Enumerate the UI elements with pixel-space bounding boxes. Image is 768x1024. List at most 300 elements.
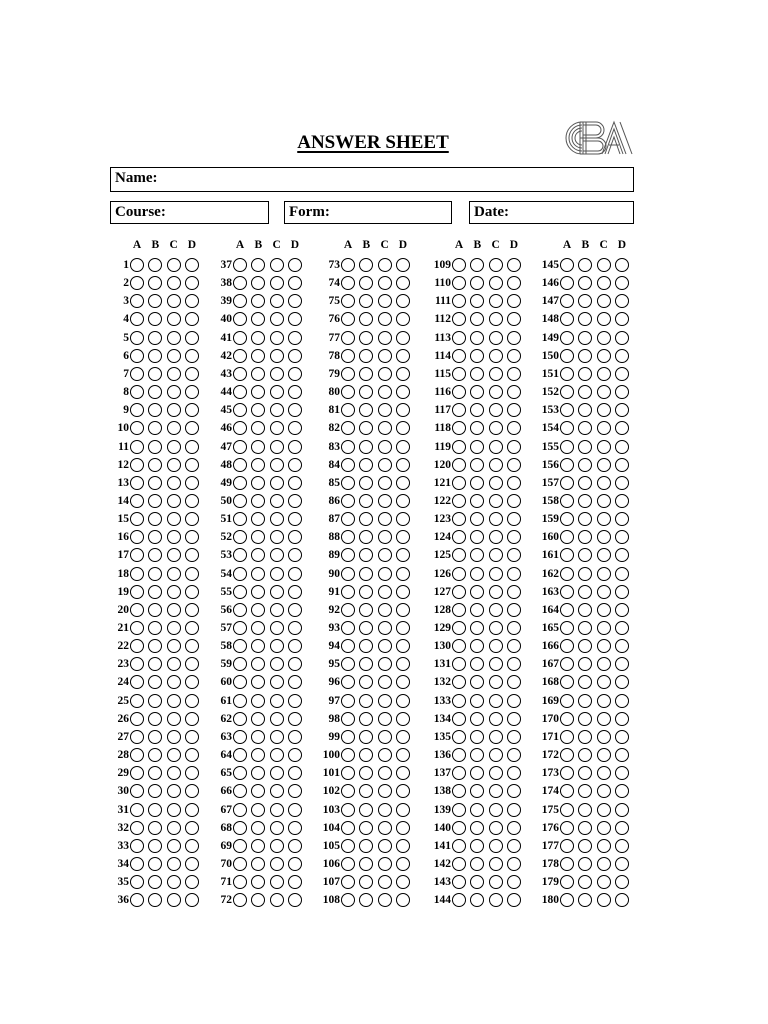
answer-bubble-a[interactable] (560, 821, 574, 835)
answer-bubble-a[interactable] (233, 331, 247, 345)
answer-bubble-c[interactable] (378, 421, 392, 435)
answer-bubble-a[interactable] (560, 512, 574, 526)
answer-bubble-b[interactable] (359, 385, 373, 399)
answer-bubble-b[interactable] (578, 349, 592, 363)
answer-bubble-c[interactable] (597, 621, 611, 635)
answer-bubble-b[interactable] (251, 512, 265, 526)
answer-bubble-b[interactable] (251, 258, 265, 272)
answer-bubble-c[interactable] (597, 730, 611, 744)
answer-bubble-c[interactable] (597, 784, 611, 798)
answer-bubble-b[interactable] (251, 403, 265, 417)
answer-bubble-b[interactable] (359, 440, 373, 454)
answer-bubble-c[interactable] (597, 639, 611, 653)
answer-bubble-c[interactable] (270, 276, 284, 290)
answer-bubble-b[interactable] (251, 331, 265, 345)
answer-bubble-d[interactable] (507, 857, 521, 871)
answer-bubble-b[interactable] (470, 875, 484, 889)
answer-bubble-d[interactable] (396, 367, 410, 381)
answer-bubble-b[interactable] (251, 421, 265, 435)
answer-bubble-d[interactable] (185, 385, 199, 399)
answer-bubble-d[interactable] (288, 258, 302, 272)
answer-bubble-d[interactable] (185, 603, 199, 617)
answer-bubble-a[interactable] (341, 530, 355, 544)
answer-bubble-c[interactable] (167, 766, 181, 780)
answer-bubble-b[interactable] (578, 748, 592, 762)
answer-bubble-c[interactable] (167, 621, 181, 635)
answer-bubble-b[interactable] (359, 294, 373, 308)
answer-bubble-a[interactable] (233, 712, 247, 726)
answer-bubble-d[interactable] (507, 603, 521, 617)
answer-bubble-d[interactable] (396, 784, 410, 798)
answer-bubble-b[interactable] (148, 349, 162, 363)
answer-bubble-a[interactable] (130, 875, 144, 889)
answer-bubble-a[interactable] (130, 621, 144, 635)
answer-bubble-c[interactable] (270, 748, 284, 762)
answer-bubble-b[interactable] (578, 367, 592, 381)
answer-bubble-b[interactable] (470, 748, 484, 762)
answer-bubble-a[interactable] (560, 367, 574, 381)
answer-bubble-d[interactable] (288, 657, 302, 671)
answer-bubble-c[interactable] (378, 548, 392, 562)
answer-bubble-c[interactable] (597, 893, 611, 907)
answer-bubble-b[interactable] (148, 621, 162, 635)
answer-bubble-c[interactable] (597, 803, 611, 817)
answer-bubble-a[interactable] (560, 312, 574, 326)
answer-bubble-a[interactable] (130, 748, 144, 762)
answer-bubble-a[interactable] (130, 730, 144, 744)
course-field[interactable] (110, 201, 269, 224)
answer-bubble-d[interactable] (507, 694, 521, 708)
answer-bubble-d[interactable] (615, 312, 629, 326)
answer-bubble-b[interactable] (148, 875, 162, 889)
answer-bubble-a[interactable] (452, 621, 466, 635)
answer-bubble-b[interactable] (359, 730, 373, 744)
answer-bubble-b[interactable] (359, 748, 373, 762)
answer-bubble-a[interactable] (452, 494, 466, 508)
answer-bubble-a[interactable] (341, 766, 355, 780)
answer-bubble-d[interactable] (615, 875, 629, 889)
answer-bubble-b[interactable] (251, 875, 265, 889)
answer-bubble-b[interactable] (251, 694, 265, 708)
answer-bubble-d[interactable] (396, 312, 410, 326)
answer-bubble-b[interactable] (148, 440, 162, 454)
answer-bubble-b[interactable] (251, 458, 265, 472)
answer-bubble-b[interactable] (578, 494, 592, 508)
answer-bubble-b[interactable] (578, 657, 592, 671)
answer-bubble-c[interactable] (378, 657, 392, 671)
answer-bubble-d[interactable] (615, 458, 629, 472)
answer-bubble-c[interactable] (378, 476, 392, 490)
answer-bubble-b[interactable] (578, 476, 592, 490)
answer-bubble-a[interactable] (560, 857, 574, 871)
answer-bubble-a[interactable] (341, 639, 355, 653)
answer-bubble-a[interactable] (452, 839, 466, 853)
name-field[interactable] (110, 167, 634, 192)
answer-bubble-d[interactable] (288, 712, 302, 726)
answer-bubble-c[interactable] (597, 530, 611, 544)
answer-bubble-c[interactable] (597, 694, 611, 708)
answer-bubble-d[interactable] (185, 512, 199, 526)
answer-bubble-d[interactable] (288, 694, 302, 708)
answer-bubble-d[interactable] (507, 530, 521, 544)
answer-bubble-b[interactable] (470, 512, 484, 526)
answer-bubble-c[interactable] (597, 567, 611, 581)
answer-bubble-a[interactable] (452, 748, 466, 762)
answer-bubble-b[interactable] (251, 712, 265, 726)
answer-bubble-d[interactable] (396, 530, 410, 544)
answer-bubble-c[interactable] (489, 730, 503, 744)
answer-bubble-a[interactable] (130, 458, 144, 472)
answer-bubble-c[interactable] (489, 766, 503, 780)
answer-bubble-b[interactable] (148, 458, 162, 472)
answer-bubble-c[interactable] (489, 349, 503, 363)
answer-bubble-a[interactable] (130, 530, 144, 544)
answer-bubble-b[interactable] (359, 639, 373, 653)
answer-bubble-c[interactable] (597, 512, 611, 526)
answer-bubble-d[interactable] (615, 857, 629, 871)
answer-bubble-a[interactable] (233, 458, 247, 472)
answer-bubble-d[interactable] (396, 512, 410, 526)
answer-bubble-a[interactable] (341, 603, 355, 617)
answer-bubble-b[interactable] (359, 512, 373, 526)
answer-bubble-a[interactable] (233, 548, 247, 562)
answer-bubble-a[interactable] (452, 385, 466, 399)
answer-bubble-d[interactable] (615, 730, 629, 744)
answer-bubble-a[interactable] (452, 639, 466, 653)
answer-bubble-d[interactable] (288, 766, 302, 780)
answer-bubble-b[interactable] (578, 730, 592, 744)
answer-bubble-a[interactable] (452, 530, 466, 544)
answer-bubble-c[interactable] (378, 784, 392, 798)
answer-bubble-a[interactable] (130, 548, 144, 562)
answer-bubble-d[interactable] (288, 331, 302, 345)
answer-bubble-a[interactable] (341, 821, 355, 835)
answer-bubble-d[interactable] (185, 349, 199, 363)
answer-bubble-d[interactable] (396, 893, 410, 907)
answer-bubble-c[interactable] (167, 730, 181, 744)
answer-bubble-b[interactable] (359, 657, 373, 671)
answer-bubble-a[interactable] (452, 603, 466, 617)
answer-bubble-b[interactable] (251, 839, 265, 853)
answer-bubble-b[interactable] (251, 603, 265, 617)
answer-bubble-d[interactable] (615, 657, 629, 671)
answer-bubble-d[interactable] (288, 784, 302, 798)
answer-bubble-b[interactable] (251, 621, 265, 635)
answer-bubble-c[interactable] (489, 821, 503, 835)
answer-bubble-c[interactable] (167, 857, 181, 871)
answer-bubble-d[interactable] (507, 784, 521, 798)
answer-bubble-b[interactable] (578, 875, 592, 889)
answer-bubble-a[interactable] (560, 276, 574, 290)
answer-bubble-b[interactable] (359, 567, 373, 581)
answer-bubble-d[interactable] (396, 803, 410, 817)
answer-bubble-c[interactable] (270, 331, 284, 345)
answer-bubble-c[interactable] (270, 294, 284, 308)
answer-bubble-c[interactable] (270, 730, 284, 744)
answer-bubble-a[interactable] (452, 567, 466, 581)
answer-bubble-b[interactable] (148, 857, 162, 871)
answer-bubble-b[interactable] (148, 766, 162, 780)
answer-bubble-b[interactable] (470, 367, 484, 381)
answer-bubble-c[interactable] (270, 476, 284, 490)
answer-bubble-b[interactable] (148, 530, 162, 544)
answer-bubble-d[interactable] (185, 730, 199, 744)
answer-bubble-d[interactable] (185, 893, 199, 907)
answer-bubble-b[interactable] (578, 403, 592, 417)
answer-bubble-c[interactable] (489, 657, 503, 671)
answer-bubble-d[interactable] (507, 440, 521, 454)
answer-bubble-b[interactable] (578, 530, 592, 544)
answer-bubble-a[interactable] (341, 331, 355, 345)
answer-bubble-b[interactable] (148, 512, 162, 526)
answer-bubble-c[interactable] (270, 548, 284, 562)
answer-bubble-d[interactable] (185, 567, 199, 581)
answer-bubble-b[interactable] (578, 893, 592, 907)
answer-bubble-a[interactable] (233, 694, 247, 708)
answer-bubble-c[interactable] (270, 694, 284, 708)
answer-bubble-d[interactable] (507, 512, 521, 526)
answer-bubble-a[interactable] (560, 331, 574, 345)
answer-bubble-a[interactable] (341, 312, 355, 326)
answer-bubble-c[interactable] (167, 675, 181, 689)
answer-bubble-b[interactable] (359, 675, 373, 689)
answer-bubble-d[interactable] (185, 494, 199, 508)
answer-bubble-a[interactable] (341, 657, 355, 671)
answer-bubble-d[interactable] (185, 548, 199, 562)
answer-bubble-a[interactable] (233, 530, 247, 544)
answer-bubble-d[interactable] (507, 476, 521, 490)
answer-bubble-a[interactable] (341, 803, 355, 817)
answer-bubble-d[interactable] (396, 548, 410, 562)
answer-bubble-b[interactable] (578, 440, 592, 454)
answer-bubble-c[interactable] (597, 712, 611, 726)
answer-bubble-b[interactable] (578, 712, 592, 726)
answer-bubble-c[interactable] (167, 331, 181, 345)
answer-bubble-a[interactable] (130, 331, 144, 345)
answer-bubble-b[interactable] (148, 748, 162, 762)
answer-bubble-c[interactable] (378, 766, 392, 780)
answer-bubble-b[interactable] (470, 784, 484, 798)
answer-bubble-c[interactable] (597, 675, 611, 689)
answer-bubble-c[interactable] (378, 803, 392, 817)
answer-bubble-d[interactable] (615, 258, 629, 272)
answer-bubble-a[interactable] (341, 875, 355, 889)
answer-bubble-b[interactable] (470, 421, 484, 435)
answer-bubble-c[interactable] (167, 276, 181, 290)
answer-bubble-d[interactable] (507, 657, 521, 671)
answer-bubble-d[interactable] (396, 349, 410, 363)
answer-bubble-a[interactable] (130, 276, 144, 290)
answer-bubble-a[interactable] (341, 512, 355, 526)
answer-bubble-a[interactable] (341, 675, 355, 689)
answer-bubble-b[interactable] (359, 476, 373, 490)
answer-bubble-a[interactable] (341, 548, 355, 562)
answer-bubble-a[interactable] (130, 603, 144, 617)
answer-bubble-d[interactable] (615, 839, 629, 853)
answer-bubble-d[interactable] (615, 803, 629, 817)
answer-bubble-b[interactable] (578, 548, 592, 562)
answer-bubble-a[interactable] (452, 694, 466, 708)
answer-bubble-c[interactable] (270, 875, 284, 889)
answer-bubble-b[interactable] (148, 784, 162, 798)
answer-bubble-d[interactable] (507, 421, 521, 435)
answer-bubble-d[interactable] (185, 694, 199, 708)
answer-bubble-c[interactable] (270, 349, 284, 363)
answer-bubble-c[interactable] (378, 585, 392, 599)
answer-bubble-d[interactable] (185, 839, 199, 853)
answer-bubble-c[interactable] (597, 839, 611, 853)
answer-bubble-c[interactable] (489, 621, 503, 635)
answer-bubble-a[interactable] (130, 294, 144, 308)
answer-bubble-c[interactable] (167, 385, 181, 399)
answer-bubble-d[interactable] (507, 875, 521, 889)
answer-bubble-b[interactable] (359, 803, 373, 817)
answer-bubble-b[interactable] (251, 440, 265, 454)
answer-bubble-a[interactable] (130, 494, 144, 508)
answer-bubble-b[interactable] (251, 476, 265, 490)
answer-bubble-c[interactable] (597, 385, 611, 399)
answer-bubble-b[interactable] (148, 494, 162, 508)
answer-bubble-d[interactable] (396, 440, 410, 454)
answer-bubble-b[interactable] (359, 548, 373, 562)
answer-bubble-a[interactable] (560, 766, 574, 780)
answer-bubble-d[interactable] (288, 440, 302, 454)
answer-bubble-c[interactable] (270, 857, 284, 871)
answer-bubble-c[interactable] (270, 403, 284, 417)
answer-bubble-b[interactable] (578, 312, 592, 326)
answer-bubble-c[interactable] (489, 276, 503, 290)
answer-bubble-a[interactable] (130, 766, 144, 780)
answer-bubble-b[interactable] (578, 803, 592, 817)
answer-bubble-c[interactable] (597, 857, 611, 871)
answer-bubble-b[interactable] (578, 294, 592, 308)
answer-bubble-c[interactable] (270, 494, 284, 508)
answer-bubble-d[interactable] (396, 294, 410, 308)
answer-bubble-b[interactable] (251, 349, 265, 363)
answer-bubble-a[interactable] (130, 694, 144, 708)
answer-bubble-d[interactable] (615, 494, 629, 508)
answer-bubble-d[interactable] (507, 893, 521, 907)
answer-bubble-b[interactable] (359, 367, 373, 381)
answer-bubble-c[interactable] (489, 712, 503, 726)
answer-bubble-c[interactable] (489, 839, 503, 853)
answer-bubble-d[interactable] (615, 748, 629, 762)
answer-bubble-c[interactable] (597, 258, 611, 272)
answer-bubble-c[interactable] (270, 766, 284, 780)
answer-bubble-a[interactable] (130, 839, 144, 853)
answer-bubble-d[interactable] (185, 803, 199, 817)
answer-bubble-c[interactable] (378, 530, 392, 544)
answer-bubble-b[interactable] (251, 494, 265, 508)
answer-bubble-c[interactable] (270, 567, 284, 581)
answer-bubble-c[interactable] (378, 857, 392, 871)
answer-bubble-a[interactable] (560, 440, 574, 454)
answer-bubble-b[interactable] (148, 367, 162, 381)
answer-bubble-c[interactable] (270, 839, 284, 853)
answer-bubble-c[interactable] (270, 585, 284, 599)
answer-bubble-c[interactable] (270, 440, 284, 454)
answer-bubble-c[interactable] (378, 567, 392, 581)
answer-bubble-d[interactable] (185, 258, 199, 272)
answer-bubble-d[interactable] (288, 675, 302, 689)
answer-bubble-d[interactable] (615, 512, 629, 526)
answer-bubble-c[interactable] (270, 621, 284, 635)
answer-bubble-d[interactable] (507, 349, 521, 363)
answer-bubble-d[interactable] (396, 875, 410, 889)
answer-bubble-d[interactable] (185, 621, 199, 635)
answer-bubble-b[interactable] (359, 331, 373, 345)
answer-bubble-d[interactable] (615, 893, 629, 907)
answer-bubble-b[interactable] (148, 331, 162, 345)
answer-bubble-d[interactable] (396, 585, 410, 599)
answer-bubble-c[interactable] (167, 639, 181, 653)
answer-bubble-b[interactable] (148, 893, 162, 907)
answer-bubble-a[interactable] (233, 276, 247, 290)
answer-bubble-a[interactable] (130, 476, 144, 490)
answer-bubble-a[interactable] (130, 639, 144, 653)
answer-bubble-c[interactable] (489, 494, 503, 508)
answer-bubble-c[interactable] (489, 875, 503, 889)
answer-bubble-a[interactable] (233, 421, 247, 435)
answer-bubble-a[interactable] (233, 784, 247, 798)
answer-bubble-d[interactable] (396, 821, 410, 835)
answer-bubble-c[interactable] (270, 893, 284, 907)
answer-bubble-d[interactable] (615, 821, 629, 835)
answer-bubble-d[interactable] (185, 421, 199, 435)
answer-bubble-b[interactable] (148, 639, 162, 653)
answer-bubble-d[interactable] (288, 530, 302, 544)
answer-bubble-b[interactable] (251, 730, 265, 744)
answer-bubble-c[interactable] (167, 258, 181, 272)
answer-bubble-b[interactable] (578, 694, 592, 708)
answer-bubble-a[interactable] (560, 748, 574, 762)
answer-bubble-b[interactable] (148, 821, 162, 835)
answer-bubble-a[interactable] (452, 458, 466, 472)
answer-bubble-d[interactable] (185, 367, 199, 381)
date-field[interactable] (469, 201, 634, 224)
answer-bubble-a[interactable] (233, 639, 247, 653)
answer-bubble-c[interactable] (489, 893, 503, 907)
answer-bubble-d[interactable] (396, 694, 410, 708)
answer-bubble-c[interactable] (270, 639, 284, 653)
answer-bubble-a[interactable] (341, 367, 355, 381)
answer-bubble-b[interactable] (470, 657, 484, 671)
answer-bubble-c[interactable] (270, 421, 284, 435)
answer-bubble-c[interactable] (489, 857, 503, 871)
answer-bubble-d[interactable] (507, 639, 521, 653)
answer-bubble-a[interactable] (341, 258, 355, 272)
answer-bubble-a[interactable] (233, 875, 247, 889)
answer-bubble-b[interactable] (148, 258, 162, 272)
answer-bubble-d[interactable] (615, 675, 629, 689)
answer-bubble-c[interactable] (167, 657, 181, 671)
answer-bubble-b[interactable] (251, 585, 265, 599)
answer-bubble-c[interactable] (597, 766, 611, 780)
answer-bubble-a[interactable] (560, 875, 574, 889)
answer-bubble-a[interactable] (452, 276, 466, 290)
answer-bubble-a[interactable] (341, 893, 355, 907)
answer-bubble-b[interactable] (578, 603, 592, 617)
answer-bubble-b[interactable] (359, 312, 373, 326)
answer-bubble-b[interactable] (148, 603, 162, 617)
answer-bubble-a[interactable] (233, 512, 247, 526)
answer-bubble-a[interactable] (233, 821, 247, 835)
answer-bubble-b[interactable] (148, 476, 162, 490)
answer-bubble-c[interactable] (597, 276, 611, 290)
answer-bubble-d[interactable] (507, 712, 521, 726)
answer-bubble-b[interactable] (470, 766, 484, 780)
answer-bubble-c[interactable] (167, 476, 181, 490)
